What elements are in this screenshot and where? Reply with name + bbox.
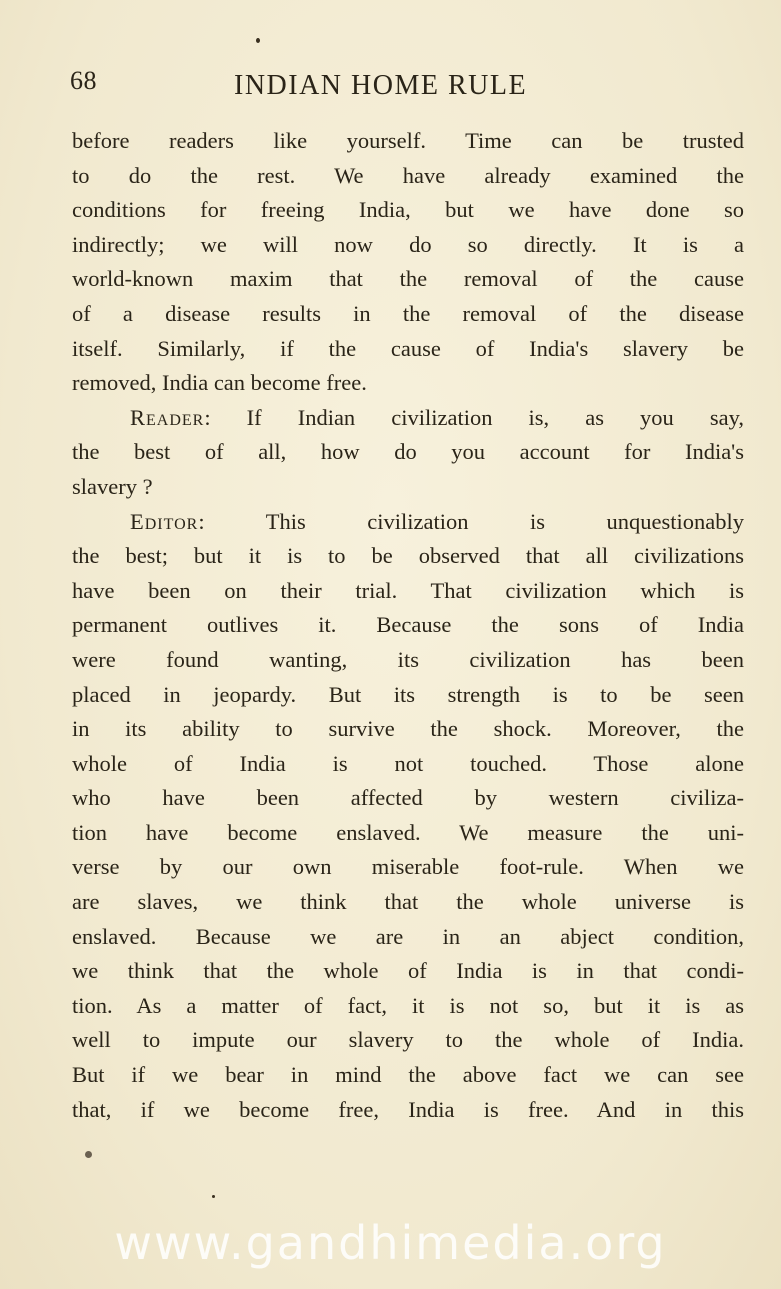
ink-speck [256, 38, 260, 43]
ink-speck [212, 1195, 215, 1198]
text-line [72, 401, 744, 436]
text-line [72, 850, 744, 885]
line-text: are slaves, we think that the whole universe is [72, 889, 744, 915]
line-text: have been on their trial. That civilization which is [72, 577, 744, 603]
text-line [72, 332, 744, 367]
text-line [72, 505, 744, 540]
line-text: were found wanting, its civilization has been [72, 646, 744, 672]
line-text: permanent outlives it. Because the sons of India [72, 612, 744, 638]
text-line [72, 678, 744, 713]
text-line [72, 297, 744, 332]
line-text: conditions for freeing India, but we have done so [72, 197, 744, 223]
line-text: who have been affected by western civiliza- [72, 785, 744, 811]
line-text: in its ability to survive the shock. Moreover, the [72, 716, 744, 742]
text-line [72, 747, 744, 782]
body-text [72, 124, 744, 1127]
running-title: INDIAN HOME RULE [234, 70, 528, 101]
text-line [72, 435, 744, 470]
speaker-label: Editor [130, 508, 199, 534]
watermark: www.gandhimedia.org [114, 1216, 667, 1270]
line-text: placed in jeopardy. But its strength is to be seen [72, 681, 744, 707]
line-text: whole of India is not touched. Those alone [72, 750, 744, 776]
text-line [72, 885, 744, 920]
text-line [72, 228, 744, 263]
line-text: before readers like yourself. Time can be trusted [72, 128, 744, 153]
text-line [72, 643, 744, 678]
line-text: tion have become enslaved. We measure the uni- [72, 819, 744, 845]
line-text: slavery ? [72, 473, 153, 499]
line-text: of a disease results in the removal of the disease [72, 300, 744, 326]
page-header [70, 66, 710, 106]
line-text: enslaved. Because we are in an abject condition, [72, 923, 744, 949]
text-line [72, 989, 744, 1024]
text-line [72, 608, 744, 643]
line-text: verse by our own miserable foot-rule. When we [72, 854, 744, 880]
text-line [72, 193, 744, 228]
text-line [72, 159, 744, 194]
text-line [72, 262, 744, 297]
line-text: : If Indian civilization is, as you say, [204, 404, 744, 430]
text-line [72, 1093, 744, 1128]
line-text: that, if we become free, India is free. And in this [72, 1096, 744, 1122]
ink-speck [85, 1151, 92, 1158]
text-line [72, 920, 744, 955]
text-line [72, 1023, 744, 1058]
line-text: we think that the whole of India is in that condi- [72, 958, 744, 984]
text-line [72, 781, 744, 816]
line-text: removed, India can become free. [72, 370, 367, 396]
line-text: to do the rest. We have already examined the [72, 162, 744, 188]
text-line [72, 539, 744, 574]
text-line [72, 470, 744, 505]
line-text: the best; but it is to be observed that all civilizations [72, 543, 744, 569]
line-text: world-known maxim that the removal of the cause [72, 266, 744, 292]
page-number: 68 [70, 66, 97, 95]
text-line [72, 1058, 744, 1093]
text-line [72, 574, 744, 609]
line-text: indirectly; we will now do so directly. It is a [72, 231, 744, 257]
text-line [72, 366, 744, 401]
line-text: But if we bear in mind the above fact we can see [72, 1062, 744, 1088]
line-text: well to impute our slavery to the whole of India. [72, 1027, 744, 1053]
line-text: tion. As a matter of fact, it is not so, but it is as [72, 992, 744, 1018]
line-text: : This civilization is unquestionably [198, 508, 744, 534]
line-text: the best of all, how do you account for India's [72, 439, 744, 465]
text-line [72, 712, 744, 747]
text-line [72, 816, 744, 851]
line-text: itself. Similarly, if the cause of India's slavery be [72, 335, 744, 361]
text-line [72, 954, 744, 989]
text-line [72, 124, 744, 159]
speaker-label: Reader [130, 404, 205, 430]
